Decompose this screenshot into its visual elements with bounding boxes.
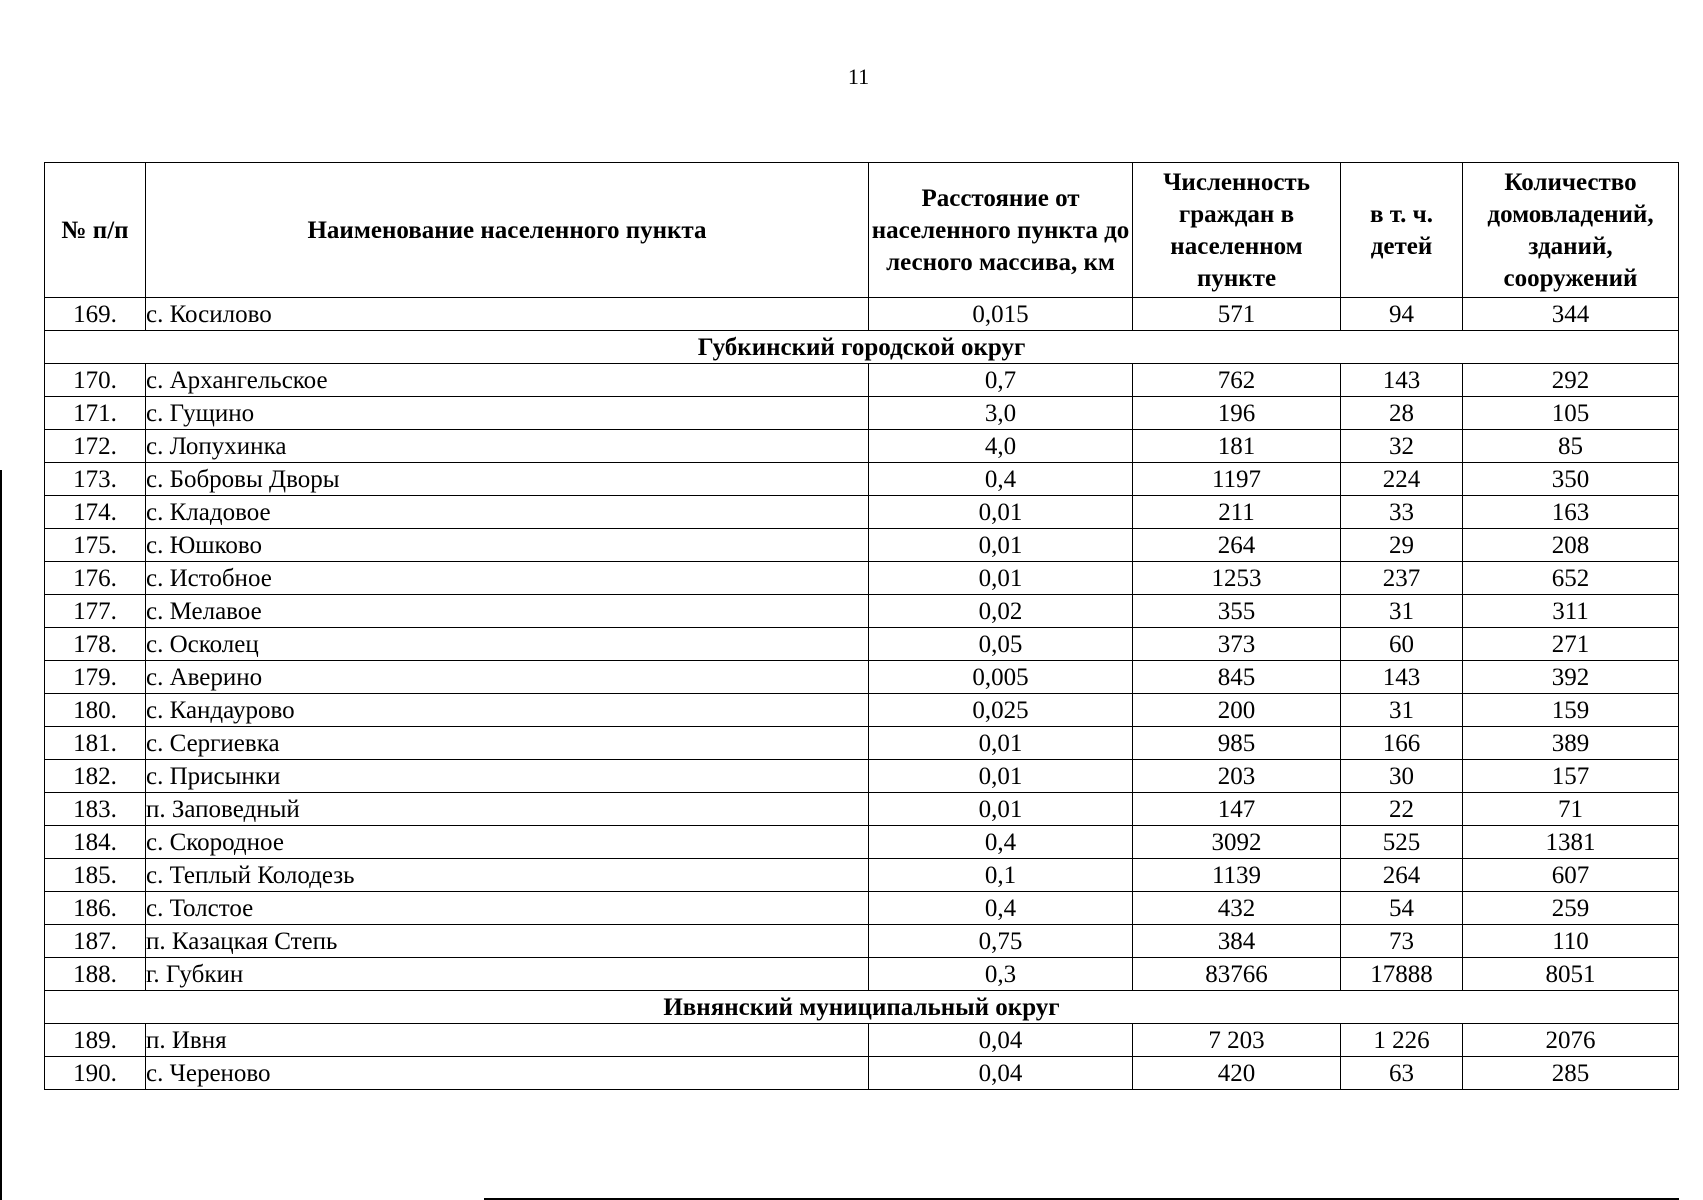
population-cell: 762 <box>1133 364 1341 397</box>
population-cell: 373 <box>1133 628 1341 661</box>
row-number: 184. <box>45 826 146 859</box>
population-cell: 181 <box>1133 430 1341 463</box>
distance-cell: 4,0 <box>869 430 1133 463</box>
page-number: 11 <box>847 64 870 89</box>
children-cell: 525 <box>1341 826 1463 859</box>
row-number: 190. <box>45 1057 146 1090</box>
row-number: 175. <box>45 529 146 562</box>
row-number: 171. <box>45 397 146 430</box>
table-row <box>45 958 1679 991</box>
row-number: 181. <box>45 727 146 760</box>
distance-cell: 0,01 <box>869 496 1133 529</box>
distance-cell: 0,4 <box>869 463 1133 496</box>
table-row <box>45 463 1679 496</box>
table-row <box>45 628 1679 661</box>
table-row <box>45 694 1679 727</box>
households-cell: 311 <box>1463 595 1679 628</box>
table-row <box>45 793 1679 826</box>
settlement-name: с. Бобровы Дворы <box>146 463 869 496</box>
children-cell: 237 <box>1341 562 1463 595</box>
distance-cell: 0,3 <box>869 958 1133 991</box>
households-cell: 110 <box>1463 925 1679 958</box>
distance-cell: 0,02 <box>869 595 1133 628</box>
table-row <box>45 925 1679 958</box>
children-cell: 73 <box>1341 925 1463 958</box>
households-cell: 392 <box>1463 661 1679 694</box>
households-cell: 285 <box>1463 1057 1679 1090</box>
settlements-table <box>44 162 1679 1090</box>
distance-cell: 0,01 <box>869 760 1133 793</box>
children-cell: 31 <box>1341 595 1463 628</box>
population-cell: 985 <box>1133 727 1341 760</box>
table-row <box>45 430 1679 463</box>
row-number: 186. <box>45 892 146 925</box>
group-title: Губкинский городской округ <box>45 331 1679 364</box>
table-row <box>45 562 1679 595</box>
households-cell: 350 <box>1463 463 1679 496</box>
children-cell: 224 <box>1341 463 1463 496</box>
header-distance: Расстояние от населенного пункта до лесного массива, км <box>869 163 1133 298</box>
settlement-name: п. Заповедный <box>146 793 869 826</box>
children-cell: 31 <box>1341 694 1463 727</box>
population-cell: 1139 <box>1133 859 1341 892</box>
settlement-name: с. Гущино <box>146 397 869 430</box>
left-scan-edge <box>0 470 2 1200</box>
households-cell: 71 <box>1463 793 1679 826</box>
population-cell: 384 <box>1133 925 1341 958</box>
distance-cell: 0,04 <box>869 1057 1133 1090</box>
distance-cell: 0,4 <box>869 892 1133 925</box>
population-cell: 211 <box>1133 496 1341 529</box>
children-cell: 143 <box>1341 661 1463 694</box>
table-row <box>45 1057 1679 1090</box>
households-cell: 271 <box>1463 628 1679 661</box>
households-cell: 159 <box>1463 694 1679 727</box>
header-num: № п/п <box>45 163 146 298</box>
settlement-name: п. Казацкая Степь <box>146 925 869 958</box>
settlement-name: с. Теплый Колодезь <box>146 859 869 892</box>
households-cell: 85 <box>1463 430 1679 463</box>
population-cell: 1197 <box>1133 463 1341 496</box>
population-cell: 845 <box>1133 661 1341 694</box>
children-cell: 264 <box>1341 859 1463 892</box>
households-cell: 259 <box>1463 892 1679 925</box>
header-name: Наименование населенного пункта <box>146 163 869 298</box>
row-number: 173. <box>45 463 146 496</box>
settlement-name: с. Кандаурово <box>146 694 869 727</box>
households-cell: 157 <box>1463 760 1679 793</box>
households-cell: 344 <box>1463 298 1679 331</box>
row-number: 174. <box>45 496 146 529</box>
table-row <box>45 859 1679 892</box>
row-number: 179. <box>45 661 146 694</box>
settlement-name: с. Косилово <box>146 298 869 331</box>
table-row <box>45 529 1679 562</box>
population-cell: 200 <box>1133 694 1341 727</box>
table-row <box>45 760 1679 793</box>
row-number: 176. <box>45 562 146 595</box>
distance-cell: 0,01 <box>869 727 1133 760</box>
table-row <box>45 364 1679 397</box>
households-cell: 1381 <box>1463 826 1679 859</box>
population-cell: 3092 <box>1133 826 1341 859</box>
row-number: 189. <box>45 1024 146 1057</box>
settlement-name: п. Ивня <box>146 1024 869 1057</box>
row-number: 170. <box>45 364 146 397</box>
distance-cell: 0,005 <box>869 661 1133 694</box>
settlement-name: г. Губкин <box>146 958 869 991</box>
households-cell: 8051 <box>1463 958 1679 991</box>
distance-cell: 0,7 <box>869 364 1133 397</box>
population-cell: 571 <box>1133 298 1341 331</box>
settlement-name: с. Сергиевка <box>146 727 869 760</box>
children-cell: 143 <box>1341 364 1463 397</box>
households-cell: 389 <box>1463 727 1679 760</box>
distance-cell: 0,01 <box>869 562 1133 595</box>
households-cell: 208 <box>1463 529 1679 562</box>
households-cell: 105 <box>1463 397 1679 430</box>
table-row <box>45 595 1679 628</box>
children-cell: 166 <box>1341 727 1463 760</box>
children-cell: 30 <box>1341 760 1463 793</box>
population-cell: 7 203 <box>1133 1024 1341 1057</box>
table-row <box>45 826 1679 859</box>
children-cell: 94 <box>1341 298 1463 331</box>
settlement-name: с. Осколец <box>146 628 869 661</box>
population-cell: 432 <box>1133 892 1341 925</box>
population-cell: 196 <box>1133 397 1341 430</box>
header-population: Численность граждан в населенном пункте <box>1133 163 1341 298</box>
children-cell: 17888 <box>1341 958 1463 991</box>
distance-cell: 0,015 <box>869 298 1133 331</box>
header-children: в т. ч. детей <box>1341 163 1463 298</box>
settlement-name: с. Мелавое <box>146 595 869 628</box>
distance-cell: 0,4 <box>869 826 1133 859</box>
population-cell: 1253 <box>1133 562 1341 595</box>
table-row <box>45 397 1679 430</box>
children-cell: 32 <box>1341 430 1463 463</box>
settlement-name: с. Аверино <box>146 661 869 694</box>
row-number: 183. <box>45 793 146 826</box>
row-number: 187. <box>45 925 146 958</box>
table-header <box>45 163 1679 298</box>
row-number: 185. <box>45 859 146 892</box>
households-cell: 2076 <box>1463 1024 1679 1057</box>
table-row <box>45 1024 1679 1057</box>
settlement-name: с. Архангельское <box>146 364 869 397</box>
table-row <box>45 661 1679 694</box>
children-cell: 29 <box>1341 529 1463 562</box>
children-cell: 28 <box>1341 397 1463 430</box>
row-number: 188. <box>45 958 146 991</box>
distance-cell: 0,025 <box>869 694 1133 727</box>
population-cell: 83766 <box>1133 958 1341 991</box>
settlement-name: с. Толстое <box>146 892 869 925</box>
children-cell: 60 <box>1341 628 1463 661</box>
distance-cell: 0,01 <box>869 529 1133 562</box>
row-number: 169. <box>45 298 146 331</box>
households-cell: 607 <box>1463 859 1679 892</box>
distance-cell: 0,1 <box>869 859 1133 892</box>
settlement-name: с. Скородное <box>146 826 869 859</box>
distance-cell: 3,0 <box>869 397 1133 430</box>
group-header-row <box>45 991 1679 1024</box>
row-number: 182. <box>45 760 146 793</box>
settlement-name: с. Кладовое <box>146 496 869 529</box>
settlement-name: с. Череново <box>146 1057 869 1090</box>
settlement-name: с. Истобное <box>146 562 869 595</box>
row-number: 177. <box>45 595 146 628</box>
population-cell: 264 <box>1133 529 1341 562</box>
distance-cell: 0,75 <box>869 925 1133 958</box>
children-cell: 1 226 <box>1341 1024 1463 1057</box>
settlement-name: с. Юшково <box>146 529 869 562</box>
households-cell: 163 <box>1463 496 1679 529</box>
households-cell: 652 <box>1463 562 1679 595</box>
population-cell: 203 <box>1133 760 1341 793</box>
households-cell: 292 <box>1463 364 1679 397</box>
settlement-name: с. Присынки <box>146 760 869 793</box>
table-row <box>45 892 1679 925</box>
row-number: 180. <box>45 694 146 727</box>
children-cell: 22 <box>1341 793 1463 826</box>
row-number: 178. <box>45 628 146 661</box>
children-cell: 63 <box>1341 1057 1463 1090</box>
table-row <box>45 727 1679 760</box>
row-number: 172. <box>45 430 146 463</box>
population-cell: 355 <box>1133 595 1341 628</box>
children-cell: 33 <box>1341 496 1463 529</box>
table-row <box>45 496 1679 529</box>
table-row <box>45 298 1679 331</box>
children-cell: 54 <box>1341 892 1463 925</box>
population-cell: 420 <box>1133 1057 1341 1090</box>
distance-cell: 0,05 <box>869 628 1133 661</box>
group-title: Ивнянский муниципальный округ <box>45 991 1679 1024</box>
distance-cell: 0,04 <box>869 1024 1133 1057</box>
group-header-row <box>45 331 1679 364</box>
header-households: Количество домовладений, зданий, сооружений <box>1463 163 1679 298</box>
population-cell: 147 <box>1133 793 1341 826</box>
settlement-name: с. Лопухинка <box>146 430 869 463</box>
table-body <box>45 298 1679 1090</box>
distance-cell: 0,01 <box>869 793 1133 826</box>
